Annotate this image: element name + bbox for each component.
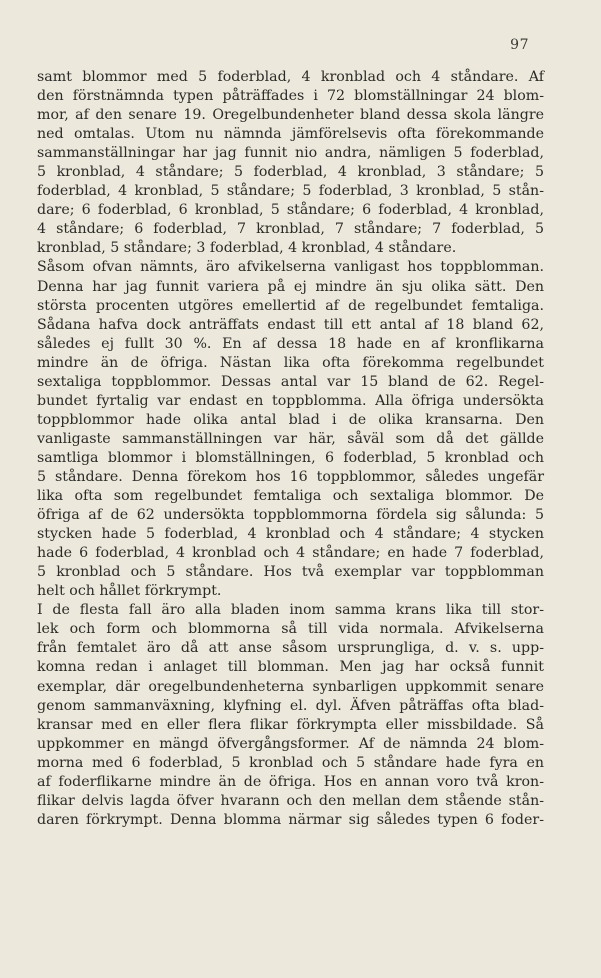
text-line: 5 ståndare. Denna förekom hos 16 toppblommor, således ungefär bbox=[37, 468, 544, 485]
text-line: samt blommor med 5 foderblad, 4 kronblad och 4 ståndare. Af bbox=[37, 69, 544, 85]
text-line: bundet fyrtalig var endast en toppblomma. Alla öfriga undersökta bbox=[37, 392, 544, 409]
text-line: daren förkrympt. Denna blomma närmar sig således typen 6 foder- bbox=[37, 811, 544, 828]
text-line: den förstnämnda typen påträffades i 72 blomställningar 24 blom- bbox=[37, 88, 544, 105]
text-line: 5 kronblad och 5 ståndare. Hos två exemplar var toppblomman bbox=[37, 564, 544, 581]
text-line: 4 ståndare; 6 foderblad, 7 kronblad, 7 ståndare; 7 foderblad, 5 bbox=[37, 221, 544, 238]
text-line: sextaliga toppblommor. Dessas antal var 15 bland de 62. Regel- bbox=[37, 373, 544, 390]
text-line: från femtalet äro då att anse såsom ursprungliga, d. v. s. upp- bbox=[37, 640, 544, 657]
text-line: kransar med en eller flera flikar förkrympta eller missbildade. Så bbox=[37, 716, 544, 733]
text-line: stycken hade 5 foderblad, 4 kronblad och 4 ståndare; 4 stycken bbox=[37, 526, 544, 543]
text-line: exemplar, där oregelbundenheterna synbarligen uppkommit senare bbox=[37, 678, 544, 695]
text-line: helt och hållet förkrympt. bbox=[37, 583, 222, 600]
text-line: af foderflikarne mindre än de öfriga. Hos en annan voro två kron- bbox=[37, 773, 544, 790]
text-line: genom sammanväxning, klyfning el. dyl. Äfven påträffas ofta blad- bbox=[37, 697, 544, 714]
text-line: toppblommor hade olika antal blad i de olika kransarna. Den bbox=[37, 411, 544, 428]
text-line: uppkommer en mängd öfvergångsformer. Af de nämnda 24 blom- bbox=[37, 735, 544, 752]
text-line: I de flesta fall äro alla bladen inom samma krans lika till stor- bbox=[37, 602, 544, 619]
text-line: mor, af den senare 19. Oregelbundenheter bland dessa skola längre bbox=[37, 107, 544, 124]
text-line: ned omtalas. Utom nu nämnda jämförelsevis ofta förekommande bbox=[37, 126, 544, 143]
text-line: sammanställningar har jag funnit nio andra, nämligen 5 foderblad, bbox=[37, 145, 544, 162]
text-line: således ej fullt 30 %. En af dessa 18 hade en af kronflikarna bbox=[37, 335, 544, 352]
text-line: öfriga af de 62 undersökta toppblommorna fördela sig sålunda: 5 bbox=[37, 507, 544, 524]
text-line: foderblad, 4 kronblad, 5 ståndare; 5 foderblad, 3 kronblad, 5 stån- bbox=[37, 183, 544, 200]
page-number: 97 bbox=[510, 37, 529, 53]
text-line: hade 6 foderblad, 4 kronblad och 4 ståndare; en hade 7 foderblad, bbox=[37, 545, 544, 562]
text-line: Sådana hafva dock anträffats endast till ett antal af 18 bland 62, bbox=[37, 316, 544, 333]
text-line: Denna har jag funnit variera på ej mindre än sju olika sätt. Den bbox=[37, 278, 544, 295]
text-line: samtliga blommor i blomställningen, 6 foderblad, 5 kronblad och bbox=[37, 449, 544, 466]
text-line: dare; 6 foderblad, 6 kronblad, 5 ståndare; 6 foderblad, 4 kronblad, bbox=[37, 202, 544, 219]
text-line: lika ofta som regelbundet femtaliga och sextaliga blommor. De bbox=[37, 488, 544, 505]
text-line: flikar delvis lagda öfver hvarann och den mellan dem stående stån- bbox=[37, 792, 544, 809]
text-line: största procenten utgöres emellertid af de regelbundet femtaliga. bbox=[37, 297, 544, 314]
text-line: komna redan i anlaget till blomman. Men jag har också funnit bbox=[37, 659, 544, 676]
text-line: morna med 6 foderblad, 5 kronblad och 5 ståndare hade fyra en bbox=[37, 754, 544, 771]
text-line: 5 kronblad, 4 ståndare; 5 foderblad, 4 kronblad, 3 ståndare; 5 bbox=[37, 164, 544, 181]
text-line: kronblad, 5 ståndare; 3 foderblad, 4 kronblad, 4 ståndare. bbox=[37, 240, 457, 257]
text-line: lek och form och blommorna så till vida normala. Afvikelserna bbox=[37, 621, 544, 638]
text-line: vanligaste sammanställningen var här, såväl som då det gällde bbox=[37, 430, 544, 447]
text-line: mindre än de öfriga. Nästan lika ofta förekomma regelbundet bbox=[37, 354, 544, 371]
body-text bbox=[37, 68, 544, 830]
text-line: Såsom ofvan nämnts, äro afvikelserna vanligast hos toppblomman. bbox=[37, 259, 544, 276]
